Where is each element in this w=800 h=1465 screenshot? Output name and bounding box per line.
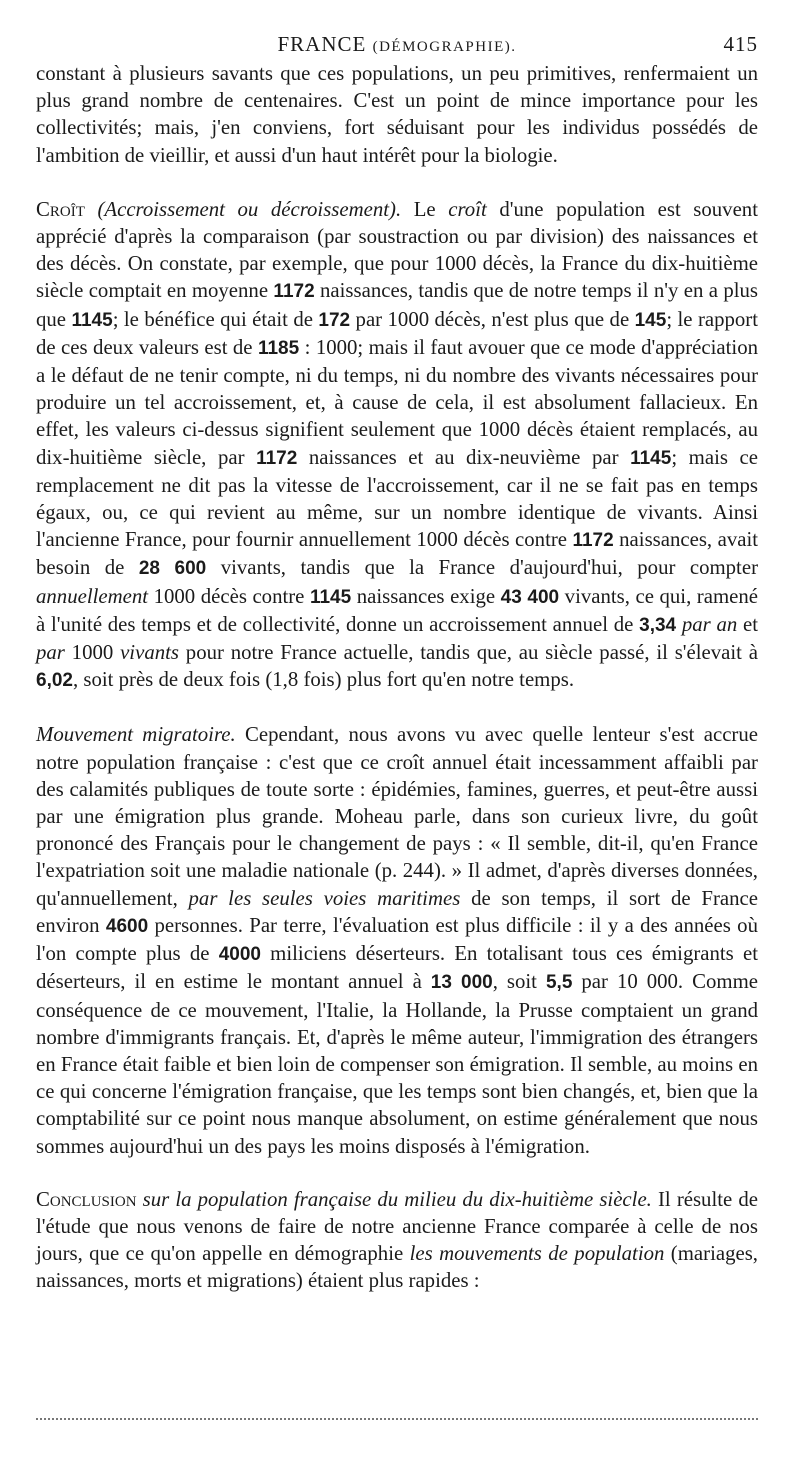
paragraph-mouvement-migratoire: Mouvement migratoire. Cependant, nous avons vu avec quelle lenteur s'est accrue notre population française : c'est que ce croît annuel était incessamment affaibli par des calamités publiques de toute sorte : épidémies, famines, guerres, et peut-être aussi par une émigration plus grande. Moheau parle, dans son curieux livre, du goût prononcé des Français pour le changement de pays : « Il semble, dit-il, qu'en France l'expatriation soit une maladie nationale (p. 244). » Il admet, d'après diverses données, qu'annuellement, par les seules voies maritimes de son temps, il sort de France environ 4600 personnes. Par terre, l'évaluation est plus difficile : il y a des années où l'on compte plus de 4000 miliciens déserteurs. En totalisant tous ces émigrants et déserteurs, il en estime le montant annuel à 13 000, soit 5,5 par 10 000. Comme conséquence de ce mouvement, l'Italie, la Hollande, la Prusse comptaient un grand nombre d'immigrants français. Et, d'après le même auteur, l'immigration des étrangers en France était faible et bien loin de compenser son émigration. Il semble, au moins en ce qui concerne l'émigration française, que les temps sont bien changés, et, bien que la comptabilité sur ce point nous manque absolument, on estime généralement que nous sommes aujourd'hui un des pays les moins disposés à l'émigration.: [36, 723, 758, 1158]
footer-dotted-rule: [36, 1418, 758, 1420]
paragraph-centenaires: constant à plusieurs savants que ces populations, un peu primitives, renfermaient un plus grand nombre de centenaires. C'est un point de mince importance pour les collectivités; mais, j'en conviens, fort séduisant pour les individus possédés de l'ambition de vieillir, et aussi d'un haut intérêt pour la biologie.: [36, 62, 758, 167]
running-header: [36, 28, 758, 60]
page-number: 415: [723, 32, 758, 56]
paragraph-croit: Croît (Accroissement ou décroissement). Le croît d'une population est souvent apprécié d'après la comparaison (par soustraction ou par division) des naissances et des décès. On constate, par exemple, que pour 1000 décès, la France du dix-huitième siècle comptait en moyenne 1172 naissances, tandis que de notre temps il n'y en a plus que 1145; le bénéfice qui était de 172 par 1000 décès, n'est plus que de 145; le rapport de ces deux valeurs est de 1185 : 1000; mais il faut avouer que ce mode d'appréciation a le défaut de ne tenir compte, ni du temps, ni du nombre des vivants nécessaires pour produire un tel accroissement, et, à cause de cela, il est absolument fallacieux. En effet, les valeurs ci-dessus signifient seulement que 1000 décès étaient remplacés, au dix-huitième siècle, par 1172 naissances et au dix-neuvième par 1145; mais ce remplacement ne dit pas la vitesse de l'accroissement, car il ne se fait pas en temps égaux, ou, ce qui revient au même, sur un nombre identique de vivants. Ainsi l'ancienne France, pour fournir annuellement 1000 décès contre 1172 naissances, avait besoin de 28 600 vivants, tandis que la France d'aujourd'hui, pour compter annuellement 1000 décès contre 1145 naissances exige 43 400 vivants, ce qui, ramené à l'unité des temps et de collectivité, donne un accroissement annuel de 3,34 par an et par 1000 vivants pour notre France actuelle, tandis que, au siècle passé, il s'élevait à 6,02, soit près de deux fois (1,8 fois) plus fort qu'en notre temps.: [36, 197, 759, 692]
section-heading-croit: Croît: [36, 197, 85, 221]
paragraph-conclusion: Conclusion sur la population française du milieu du dix-huitième siècle. Il résulte de l'étude que nous venons de faire de notre ancienne France comparée à celle de nos jours, que ce qu'on appelle en démographie les mouvements de population (mariages, naissances, morts et migrations) étaient plus rapides :: [36, 1187, 758, 1293]
section-heading-croit-subtitle: (Accroissement ou décroissement).: [97, 197, 402, 221]
section-heading-conclusion: Conclusion: [36, 1187, 137, 1211]
header-title: FRANCE: [277, 32, 367, 56]
section-heading-conclusion-subtitle: sur la population française du milieu du dix-huitième siècle.: [142, 1187, 652, 1211]
section-heading-migration: Mouvement migratoire.: [36, 723, 236, 747]
header-subtitle: (DÉMOGRAPHIE).: [372, 39, 517, 55]
